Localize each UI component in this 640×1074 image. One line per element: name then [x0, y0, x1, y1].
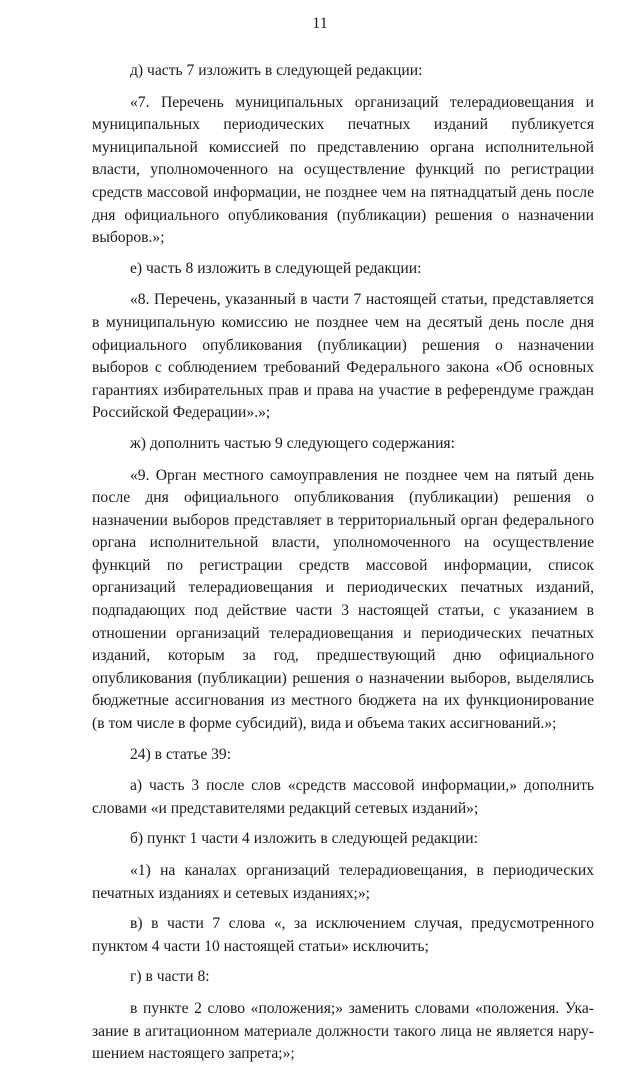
- paragraph-part-7-text: «7. Перечень муниципальных организаций телерадиовещания и муниципальных периодических печатных изданий публикуется муниципальной комиссией по представлению органа исполнительной власти, уполномоченного на осуществление функций по регистрации средств массовой информации, не позднее чем на пятнадцатый день после дня официального опубликования (публикации) решения о назначении выборов.»;: [92, 93, 594, 247]
- paragraph-part-8-text: «8. Перечень, указанный в части 7 настоящей статьи, представляется в муниципальную комиссию не позднее чем на десятый день после дня официального опубликования (публикации) решения о назначении выборов с соблюдением требований Федерального закона «Об основных гарантиях избирательных прав и права на участие в референдуме граждан Российской Федерации».»;: [92, 291, 594, 422]
- paragraph-e-intro: е) часть 8 изложить в следующей редакции:: [130, 259, 422, 277]
- page-number: 11: [312, 15, 328, 32]
- paragraph-g-intro: г) в части 8:: [130, 968, 210, 986]
- paragraph-v-part-7: в) в части 7 слова «, за исключением случая, предусмотренного пунктом 4 части 10 настоящей статьи» исключить;: [92, 915, 594, 955]
- paragraph-point-1-text: «1) на каналах организаций телерадиовещания, в периодических печатных изданиях и сетевых изданиях;»;: [92, 862, 594, 902]
- document-body: [92, 60, 594, 1074]
- paragraph-part-9-text: «9. Орган местного самоуправления не позднее чем на пятый день после дня официального опубликования (публикации) решения о назначении выборов представляет в территориальный орган федерального органа исполнительной власти, уполномоченного на осуществление функций по регистрации средств массовой информации, список организаций телерадиовещания и периодических печатных изданий, подпадающих под действие части 3 настоящей статьи, с указанием в отношении организаций телерадиовещания и периодических печатных изданий, которым за год, предшествующий дню официального опубликования (публикации) решения о назначении выборов, выделялись бюджетные ассигнования из местного бюджета на их функционирование (в том числе в форме субсидий), вида и объема таких ассигнований.»;: [92, 466, 594, 733]
- paragraph-d-intro: д) часть 7 изложить в следующей редакции:: [130, 62, 423, 79]
- paragraph-point-2-text: в пункте 2 слово «положения;» заменить словами «положения. Указание в агитационном материале должности такого лица не является нарушением настоящего запрета;»;: [92, 999, 594, 1063]
- paragraph-article-39-intro: 24) в статье 39:: [130, 745, 232, 763]
- paragraph-a-part-3: а) часть 3 после слов «средств массовой информации,» дополнить словами «и представителями редакций сетевых изданий»;: [92, 777, 594, 817]
- paragraph-b-intro: б) пункт 1 части 4 изложить в следующей редакции:: [130, 830, 478, 848]
- paragraph-zh-intro: ж) дополнить частью 9 следующего содержания:: [130, 434, 455, 452]
